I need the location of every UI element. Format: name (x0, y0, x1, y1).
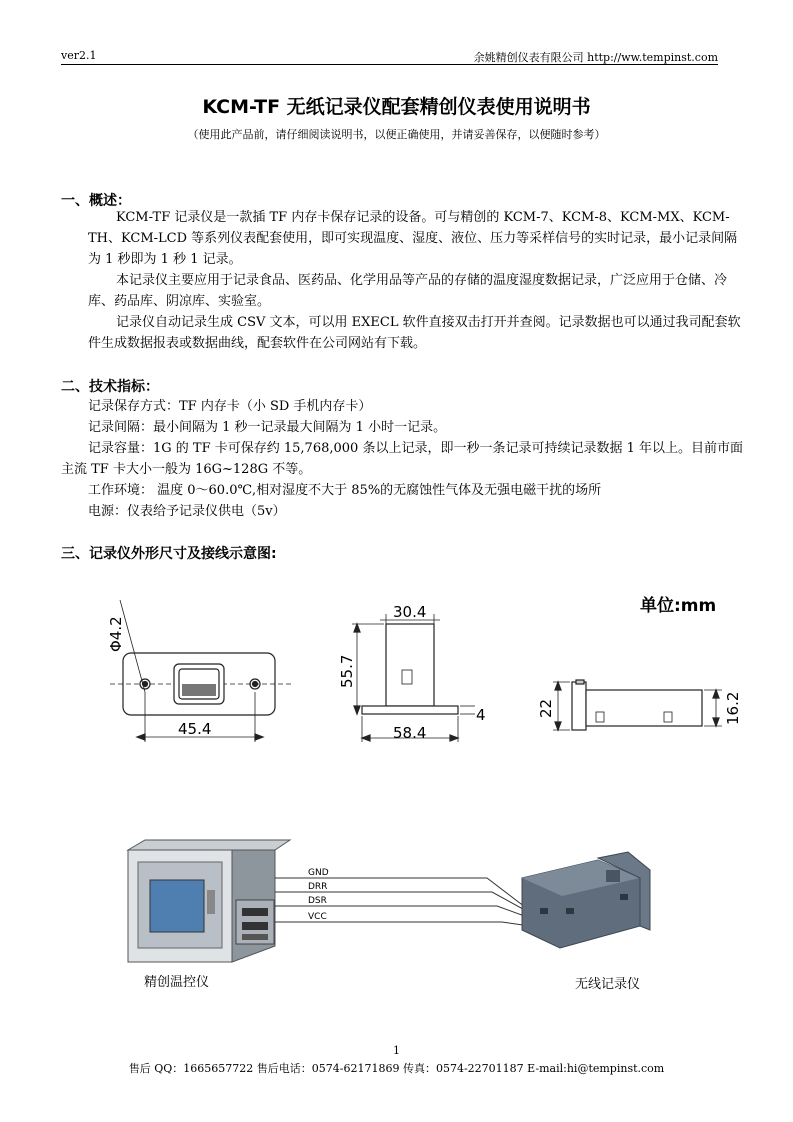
footer-contact: 售后 QQ：1665657722 售后电话：0574-62171869 传真：0574-22701187 E-mail:hi@tempinst.com (128, 1062, 665, 1075)
side-view (553, 680, 722, 730)
version-label: ver2.1 (61, 49, 97, 62)
wire-dsr: DSR (308, 896, 327, 906)
dim-flange: 4 (476, 706, 486, 724)
top-view (352, 614, 475, 742)
dimension-drawing (0, 580, 793, 760)
dim-base: 58.4 (393, 724, 427, 742)
wire-drr: DRR (308, 882, 328, 892)
recorder-device (522, 852, 650, 948)
section-diagram-heading: 三、记录仪外形尺寸及接线示意图: (61, 546, 277, 562)
company-header: 余姚精创仪表有限公司 http://ww.tempinst.com (473, 51, 718, 64)
dim-front-width: 45.4 (178, 720, 212, 738)
wire-gnd: GND (308, 868, 329, 878)
dim-top-width: 30.4 (393, 603, 427, 621)
overview-paragraph-3: 记录仪自动记录生成 CSV 文本，可以用 EXECL 软件直接双击打开并查阅。记录数据也可以通过我司配套软件生成数据报表或数据曲线，配套软件在公司网站有下载。 (88, 315, 741, 351)
dim-side-height: 22 (537, 698, 555, 718)
dim-side-height-2: 16.2 (724, 691, 742, 725)
wiring-diagram (0, 830, 793, 1000)
spec-interval: 记录间隔：最小间隔为 1 秒一记录最大间隔为 1 小时一记录。 (88, 420, 447, 435)
spec-storage: 记录保存方式：TF 内存卡（小 SD 手机内存卡） (88, 399, 372, 414)
spec-environment: 工作环境： 温度 0～60.0℃,相对湿度不大于 85%的无腐蚀性气体及无强电磁干扰的场所 (88, 483, 602, 498)
header-divider (61, 64, 718, 65)
dim-height: 55.7 (338, 654, 356, 688)
overview-paragraph-1: KCM-TF 记录仪是一款插 TF 内存卡保存记录的设备。可与精创的 KCM-7、KCM-8、KCM-MX、KCM-TH、KCM-LCD 等系列仪表配套使用，即可实现温度、湿度、液位、压力等采样信号的实时记录，最小记录间隔为 1 秒即为 1 秒 1 记录。 (88, 210, 738, 267)
section-overview-heading: 一、概述： (61, 193, 131, 209)
page-number: 1 (393, 1044, 400, 1057)
spec-power: 电源：仪表给予记录仪供电（5v） (88, 504, 286, 519)
recorder-label: 无线记录仪 (575, 977, 641, 992)
document-subtitle: （使用此产品前，请仔细阅读说明书，以便正确使用，并请妥善保存，以便随时参考） (187, 128, 606, 141)
controller-device (128, 840, 290, 962)
section-specs-heading: 二、技术指标： (61, 379, 159, 395)
controller-label: 精创温控仪 (144, 975, 210, 990)
spec-capacity: 记录容量：1G 的 TF 卡可保存约 15,768,000 条以上记录，即一秒一条记录可持续记录数据 1 年以上。目前市面主流 TF 卡大小一般为 16G~128G 不等。 (61, 441, 743, 477)
wire-vcc: VCC (308, 912, 327, 922)
dim-hole-diameter: Φ4.2 (107, 616, 125, 652)
overview-paragraph-2: 本记录仪主要应用于记录食品、医药品、化学用品等产品的存储的温度湿度数据记录，广泛应用于仓储、冷库、药品库、阴凉库、实验室。 (88, 273, 728, 309)
unit-label: 单位:mm (640, 596, 717, 616)
document-title: KCM-TF 无纸记录仪配套精创仪表使用说明书 (202, 96, 591, 118)
